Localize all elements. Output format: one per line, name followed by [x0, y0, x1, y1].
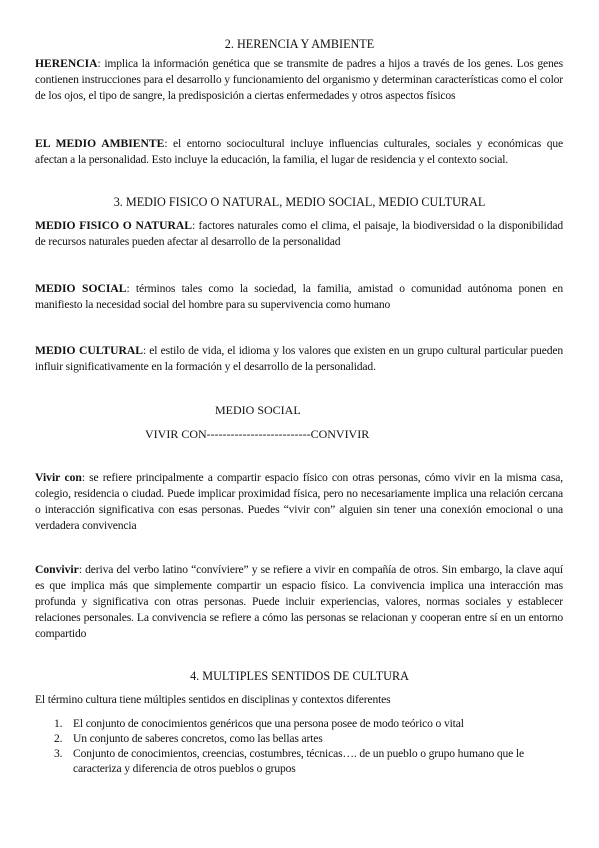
vivir-con-convivir-line: VIVIR CON--------------------------CONVIVIR [145, 427, 370, 441]
list-item [35, 731, 565, 746]
medio-ambiente-term: EL MEDIO AMBIENTE [35, 137, 165, 150]
medio-social-title: MEDIO SOCIAL [215, 403, 301, 417]
list-item [35, 746, 565, 776]
medio-cultural-term: MEDIO CULTURAL [35, 344, 143, 357]
herencia-paragraph [35, 56, 563, 104]
medio-cultural-paragraph [35, 343, 563, 375]
section-3-heading: 3. MEDIO FISICO O NATURAL, MEDIO SOCIAL, MEDIO CULTURAL [113, 195, 486, 209]
medio-social-term: MEDIO SOCIAL [35, 282, 127, 295]
list-item [35, 716, 565, 731]
medio-social-paragraph [35, 281, 563, 313]
herencia-term: HERENCIA [35, 57, 98, 70]
list-item-text: Un conjunto de saberes concretos, como las bellas artes [73, 732, 323, 745]
section-4-heading: 4. MULTIPLES SENTIDOS DE CULTURA [190, 669, 409, 683]
vivir-con-term: Vivir con [35, 471, 82, 484]
list-item-number: 1. [54, 717, 63, 730]
list-item-text: Conjunto de conocimientos, creencias, costumbres, técnicas…. de un pueblo o grupo humano que le caracteriza y diferencia de otros pueblos o grupos [73, 747, 524, 775]
medio-social-text: : términos tales como la sociedad, la familia, amistad o comunidad autónoma ponen en manifiesto la necesidad social del hombre para su supervivencia como humano [35, 282, 563, 311]
list-item-text: El conjunto de conocimientos genéricos que una persona posee de modo teórico o vital [73, 717, 464, 730]
convivir-text: : deriva del verbo latino “convíviere” y se refiere a vivir en compañía de otros. Sin embargo, la clave aquí es que implica más que simplemente compartir un espacio físico. La convivencia implica una interacción mas profunda y significativa con otras personas. Puede incluir experiencias, valores, normas sociales y establecer relaciones personales. La convivencia se refiere a cómo las personas se relacionan y cooperan entre sí en un entorno compartido [35, 563, 563, 640]
convivir-paragraph [35, 562, 563, 642]
cultura-intro: El término cultura tiene múltiples sentidos en disciplinas y contextos diferentes [35, 693, 391, 706]
medio-fisico-text: : factores naturales como el clima, el paisaje, la biodiversidad o la disponibilidad de recursos naturales pueden afectar al desarrollo de la personalidad [35, 219, 563, 248]
medio-fisico-term: MEDIO FISICO O NATURAL [35, 219, 192, 232]
cultura-senses-list [35, 716, 565, 776]
list-item-number: 2. [54, 732, 63, 745]
section-2-heading: 2. HERENCIA Y AMBIENTE [224, 37, 375, 51]
medio-ambiente-text: : el entorno sociocultural incluye influencias culturales, sociales y económicas que afectan a la personalidad. Esto incluye la educación, la familia, el lugar de residencia y el contexto social. [35, 137, 564, 166]
vivir-con-paragraph [35, 470, 563, 534]
medio-fisico-paragraph [35, 218, 563, 250]
medio-ambiente-paragraph [35, 136, 563, 168]
medio-cultural-text: : el estilo de vida, el idioma y los valores que existen en un grupo cultural particular pueden influir significativamente en la formación y el desarrollo de la personalidad. [35, 344, 563, 373]
list-item-number: 3. [54, 747, 63, 760]
vivir-con-text: : se refiere principalmente a compartir espacio físico con otras personas, cómo vivir en la misma casa, colegio, residencia o ciudad. Puede implicar proximidad física, pero no necesariamente implica una relación cercana o interacción significativa con esas personas. Puedes “vivir con” alguien sin tener una conexión emocional o una verdadera convivencia [35, 471, 563, 532]
convivir-term: Convivir [35, 563, 79, 576]
herencia-text: : implica la información genética que se transmite de padres a hijos a través de los genes. Los genes contienen instrucciones para el desarrollo y funcionamiento del organismo y determinan características como el color de los ojos, el tipo de sangre, la predisposición a ciertas enfermedades y otros aspectos físicos [35, 57, 563, 102]
